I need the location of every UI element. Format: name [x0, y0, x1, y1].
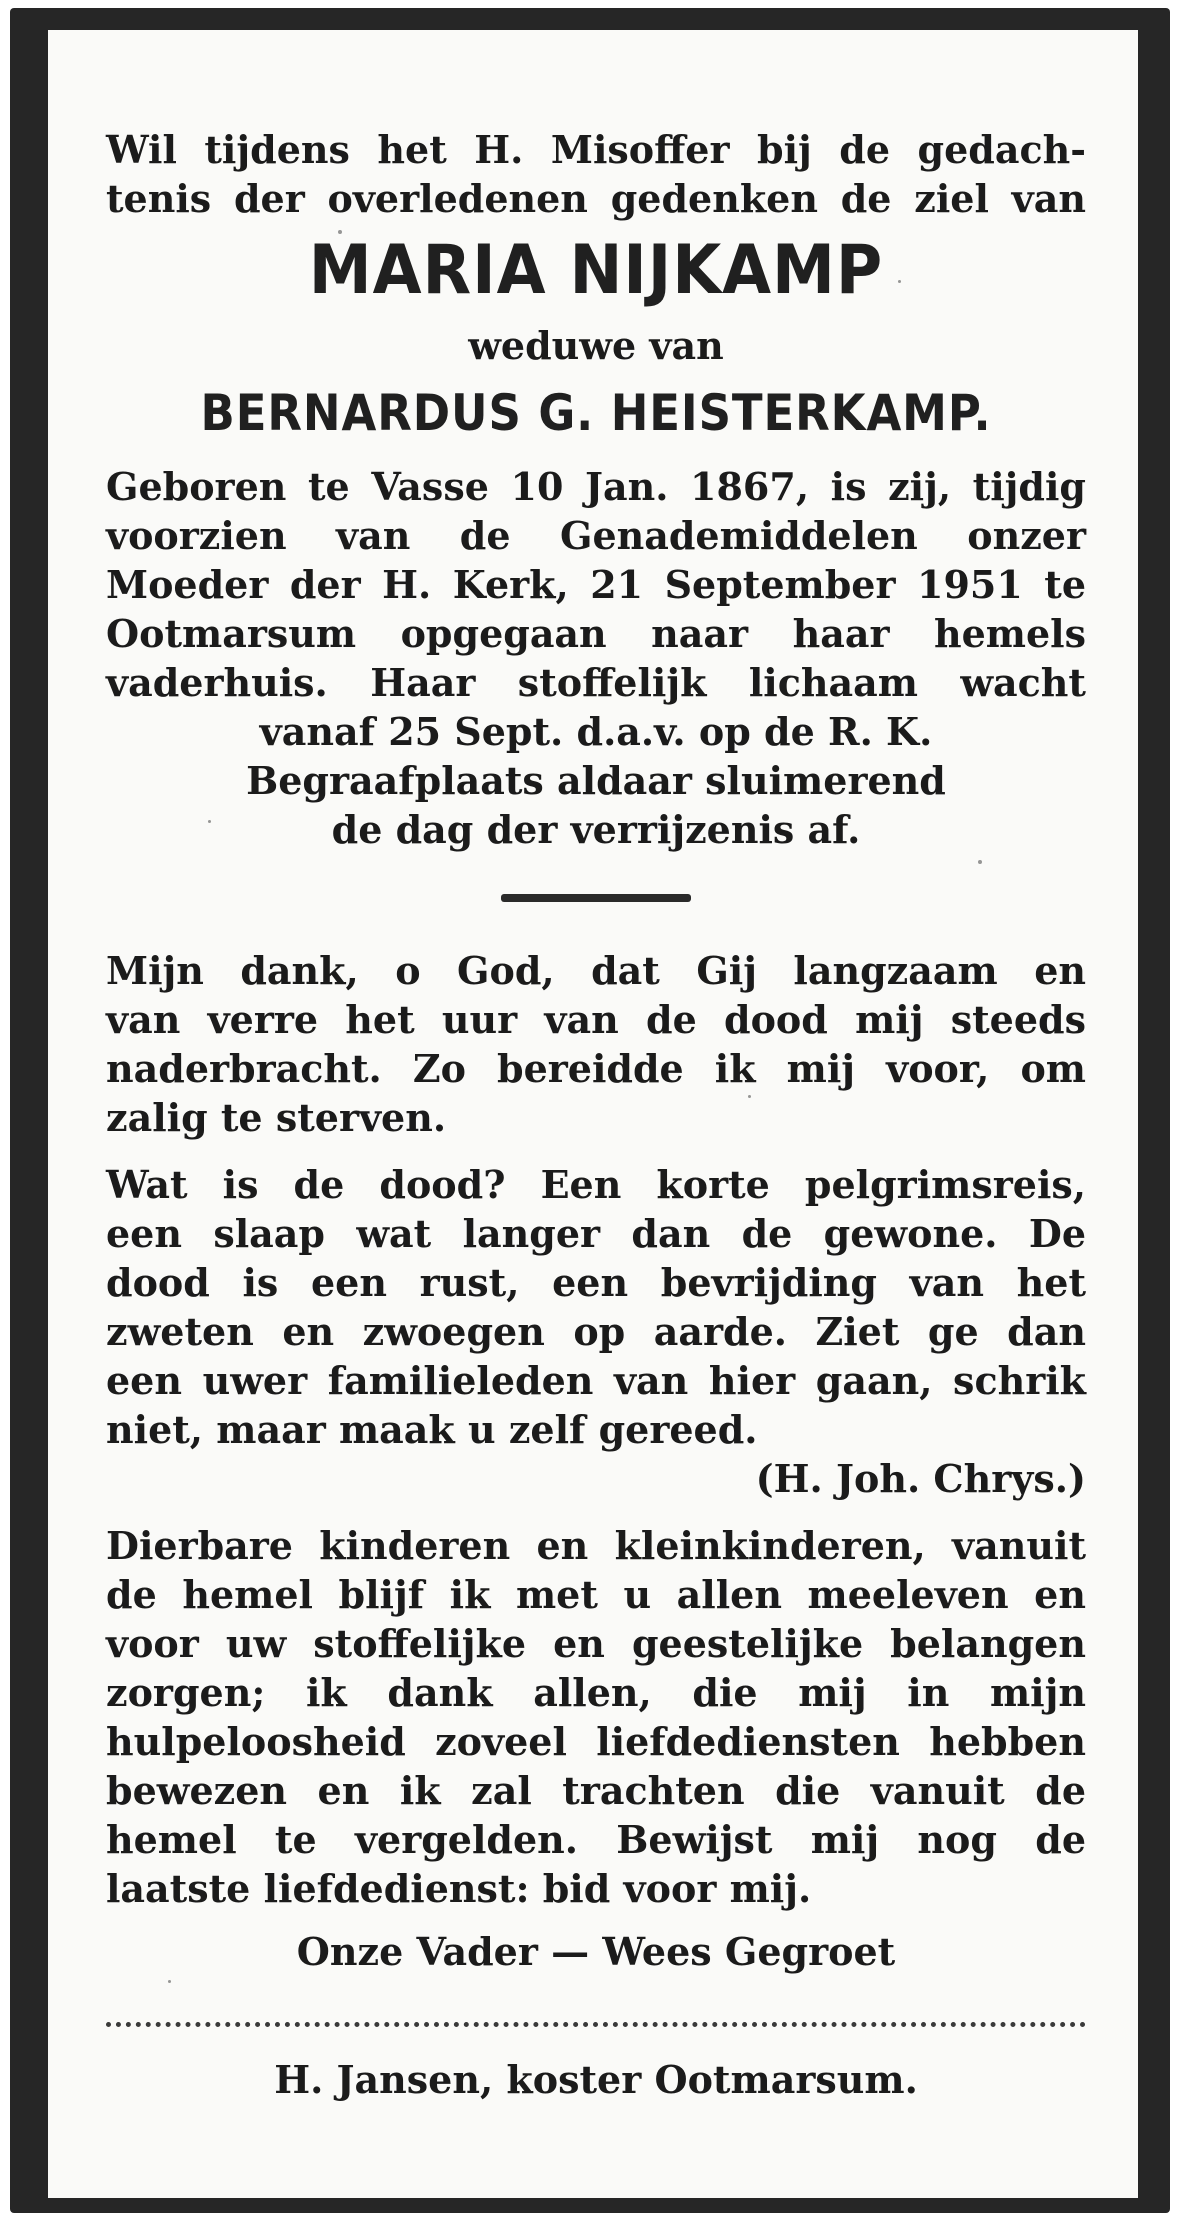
card-text	[106, 125, 1086, 2104]
biography-line: Moeder der H. Kerk, 21 September 1951 te	[106, 562, 1086, 607]
farewell-line: laatste liefdedienst: bid voor mij.	[106, 1866, 812, 1911]
intro-line: tenis der overledenen gedenken de ziel van	[106, 176, 1086, 221]
dotted-separator	[106, 2022, 1086, 2027]
farewell-line: hulpeloosheid zoveel liefdediensten hebben	[106, 1719, 1086, 1764]
biography-line: vaderhuis. Haar stoffelijk lichaam wacht	[106, 660, 1086, 705]
biography-line: Begraafplaats aldaar sluimerend	[246, 758, 946, 803]
meditation-line: zalig te sterven.	[106, 1095, 447, 1140]
intro-line: Wil tijdens het H. Misoffer bij de gedach-	[106, 127, 1086, 172]
relation-label: weduwe van	[468, 323, 724, 368]
biography-line: voorzien van de Genademiddelen onzer	[106, 513, 1086, 558]
farewell-line: hemel te vergelden. Bewijst mij nog de	[106, 1817, 1086, 1862]
biography-line: de dag der verrijzenis af.	[331, 807, 861, 852]
biography-line: Ootmarsum opgegaan naar haar hemels	[106, 611, 1086, 656]
card-border	[10, 8, 1170, 2213]
spouse-name: BERNARDUS G. HEISTERKAMP.	[200, 384, 992, 442]
biography-line: Geboren te Vasse 10 Jan. 1867, is zij, tijdig	[106, 464, 1086, 509]
quote-source: (H. Joh. Chrys.)	[755, 1456, 1086, 1501]
farewell-line: voor uw stoffelijke en geestelijke belangen	[106, 1621, 1086, 1666]
farewell-line: bewezen en ik zal trachten die vanuit de	[106, 1768, 1086, 1813]
biography-line: vanaf 25 Sept. d.a.v. op de R. K.	[259, 709, 933, 754]
meditation-line: Mijn dank, o God, dat Gij langzaam en	[106, 948, 1086, 993]
quote-line: een slaap wat langer dan de gewone. De	[106, 1211, 1086, 1256]
quote-line: een uwer familieleden van hier gaan, schrik	[106, 1358, 1086, 1403]
farewell-line: zorgen; ik dank allen, die mij in mijn	[106, 1670, 1086, 1715]
quote-line: zweten en zwoegen op aarde. Ziet ge dan	[106, 1309, 1086, 1354]
prayers-line: Onze Vader — Wees Gegroet	[296, 1929, 896, 1974]
memorial-card	[48, 30, 1138, 2198]
deceased-name: MARIA NIJKAMP	[308, 231, 884, 310]
printer-credit: H. Jansen, koster Ootmarsum.	[274, 2057, 918, 2102]
meditation-line: van verre het uur van de dood mij steeds	[106, 997, 1086, 1042]
section-divider	[501, 894, 691, 902]
quote-line: dood is een rust, een bevrijding van het	[106, 1260, 1086, 1305]
quote-line: Wat is de dood? Een korte pelgrimsreis,	[106, 1162, 1086, 1207]
quote-line: niet, maar maak u zelf gereed.	[106, 1407, 758, 1452]
meditation-line: naderbracht. Zo bereidde ik mij voor, om	[106, 1046, 1086, 1091]
farewell-line: de hemel blijf ik met u allen meeleven en	[106, 1572, 1086, 1617]
farewell-line: Dierbare kinderen en kleinkinderen, vanuit	[106, 1523, 1086, 1568]
